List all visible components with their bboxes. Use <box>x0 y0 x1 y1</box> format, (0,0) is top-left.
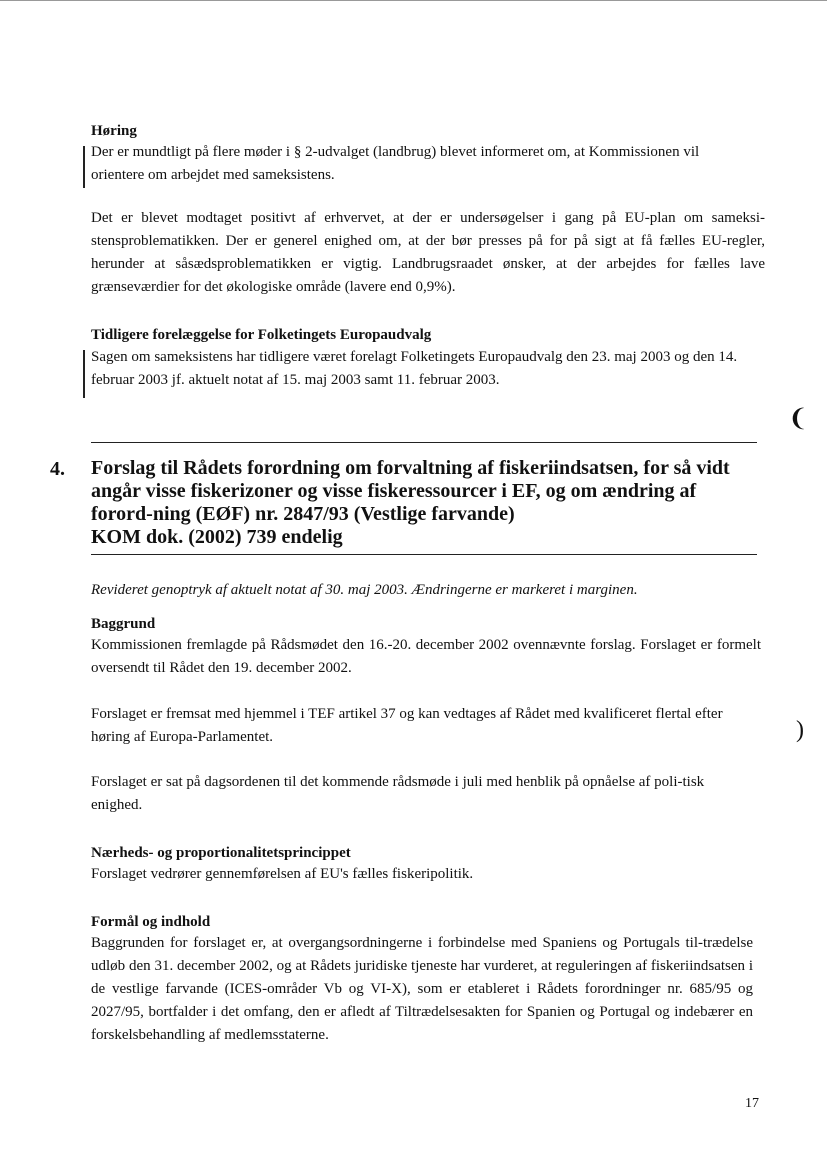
margin-change-bar <box>83 146 85 188</box>
baggrund-paragraph-1: Kommissionen fremlagde på Rådsmødet den 16.-20. december 2002 ovennævnte forslag. Forslaget er formelt oversendt til Rådet den 19. december 2002. <box>91 637 761 676</box>
heading-baggrund: Baggrund <box>91 616 156 632</box>
margin-mark-paren: ) <box>796 717 804 743</box>
baggrund-paragraph-2: Forslaget er fremsat med hjemmel i TEF artikel 37 og kan vedtages af Rådet med kvalificeret flertal efter høring af Europa-Parlamentet. <box>91 706 723 745</box>
baggrund-paragraph-3: Forslaget er sat på dagsordenen til det kommende rådsmøde i juli med henblik på opnåelse af poli-tisk enighed. <box>91 774 705 813</box>
margin-mark-paren: ❨ <box>788 406 809 432</box>
heading-tidligere: Tidligere forelæggelse for Folketingets Europaudvalg <box>91 327 432 343</box>
section-rule-top <box>91 442 757 443</box>
hoering-paragraph-2: Det er blevet modtaget positivt af erhvervet, at der er undersøgelser i gang på EU-plan om sameksi-stensproblematikken. Der er generel enighed om, at der bør presses på for på sigt at få fælles EU-regler, herunder at såsædsproblematikken er vigtig. Landbrugsraadet ønsker, at der arbejdes for fælles lave grænseværdier for det økologiske område (lavere end 0,9%). <box>91 210 765 295</box>
heading-naerhed: Nærheds- og proportionalitetsprincippet <box>91 845 351 861</box>
scan-top-edge <box>0 0 827 1</box>
section-document-ref: KOM dok. (2002) 739 endelig <box>91 526 343 548</box>
page-number: 17 <box>745 1096 759 1111</box>
naerhed-paragraph-1: Forslaget vedrører gennemførelsen af EU's fælles fiskeripolitik. <box>91 866 474 882</box>
heading-hoering: Høring <box>91 123 137 139</box>
revised-note: Revideret genoptryk af aktuelt notat af 30. maj 2003. Ændringerne er markeret i marginen. <box>91 582 638 598</box>
section-number: 4. <box>50 458 65 480</box>
tidligere-paragraph-1: Sagen om sameksistens har tidligere været forelagt Folketingets Europaudvalg den 23. maj 2003 og den 14. februar 2003 jf. aktuelt notat af 15. maj 2003 samt 11. februar 2003. <box>91 349 738 388</box>
section-rule-bottom <box>91 554 757 555</box>
margin-change-bar <box>83 350 85 398</box>
formaal-paragraph-1: Baggrunden for forslaget er, at overgangsordningerne i forbindelse med Spaniens og Portugals til-trædelse udløb den 31. december 2002, og at Rådets juridiske tjeneste har vurderet, at reguleringen af fiskeriindsatsen i de vestlige farvande (ICES-områder Vb og VI-X), som er etableret i Rådets forordninger nr. 685/95 og 2027/95, bortfalder i det omfang, den er afledt af Tiltrædelsesakten for Spanien og Portugal og indebærer en forskelsbehandling af medlemsstaterne. <box>91 935 753 1043</box>
heading-formaal: Formål og indhold <box>91 914 211 930</box>
hoering-paragraph-1: Der er mundtligt på flere møder i § 2-udvalget (landbrug) blevet informeret om, at Kommissionen vil orientere om arbejdet med sameksistens. <box>91 144 700 183</box>
section-title: Forslag til Rådets forordning om forvaltning af fiskeriindsatsen, for så vidt angår visse fiskerizoner og visse fiskeressourcer i EF, og om ændring af forord-ning (EØF) nr. 2847/93 (Vestlige farvande) <box>91 457 730 525</box>
